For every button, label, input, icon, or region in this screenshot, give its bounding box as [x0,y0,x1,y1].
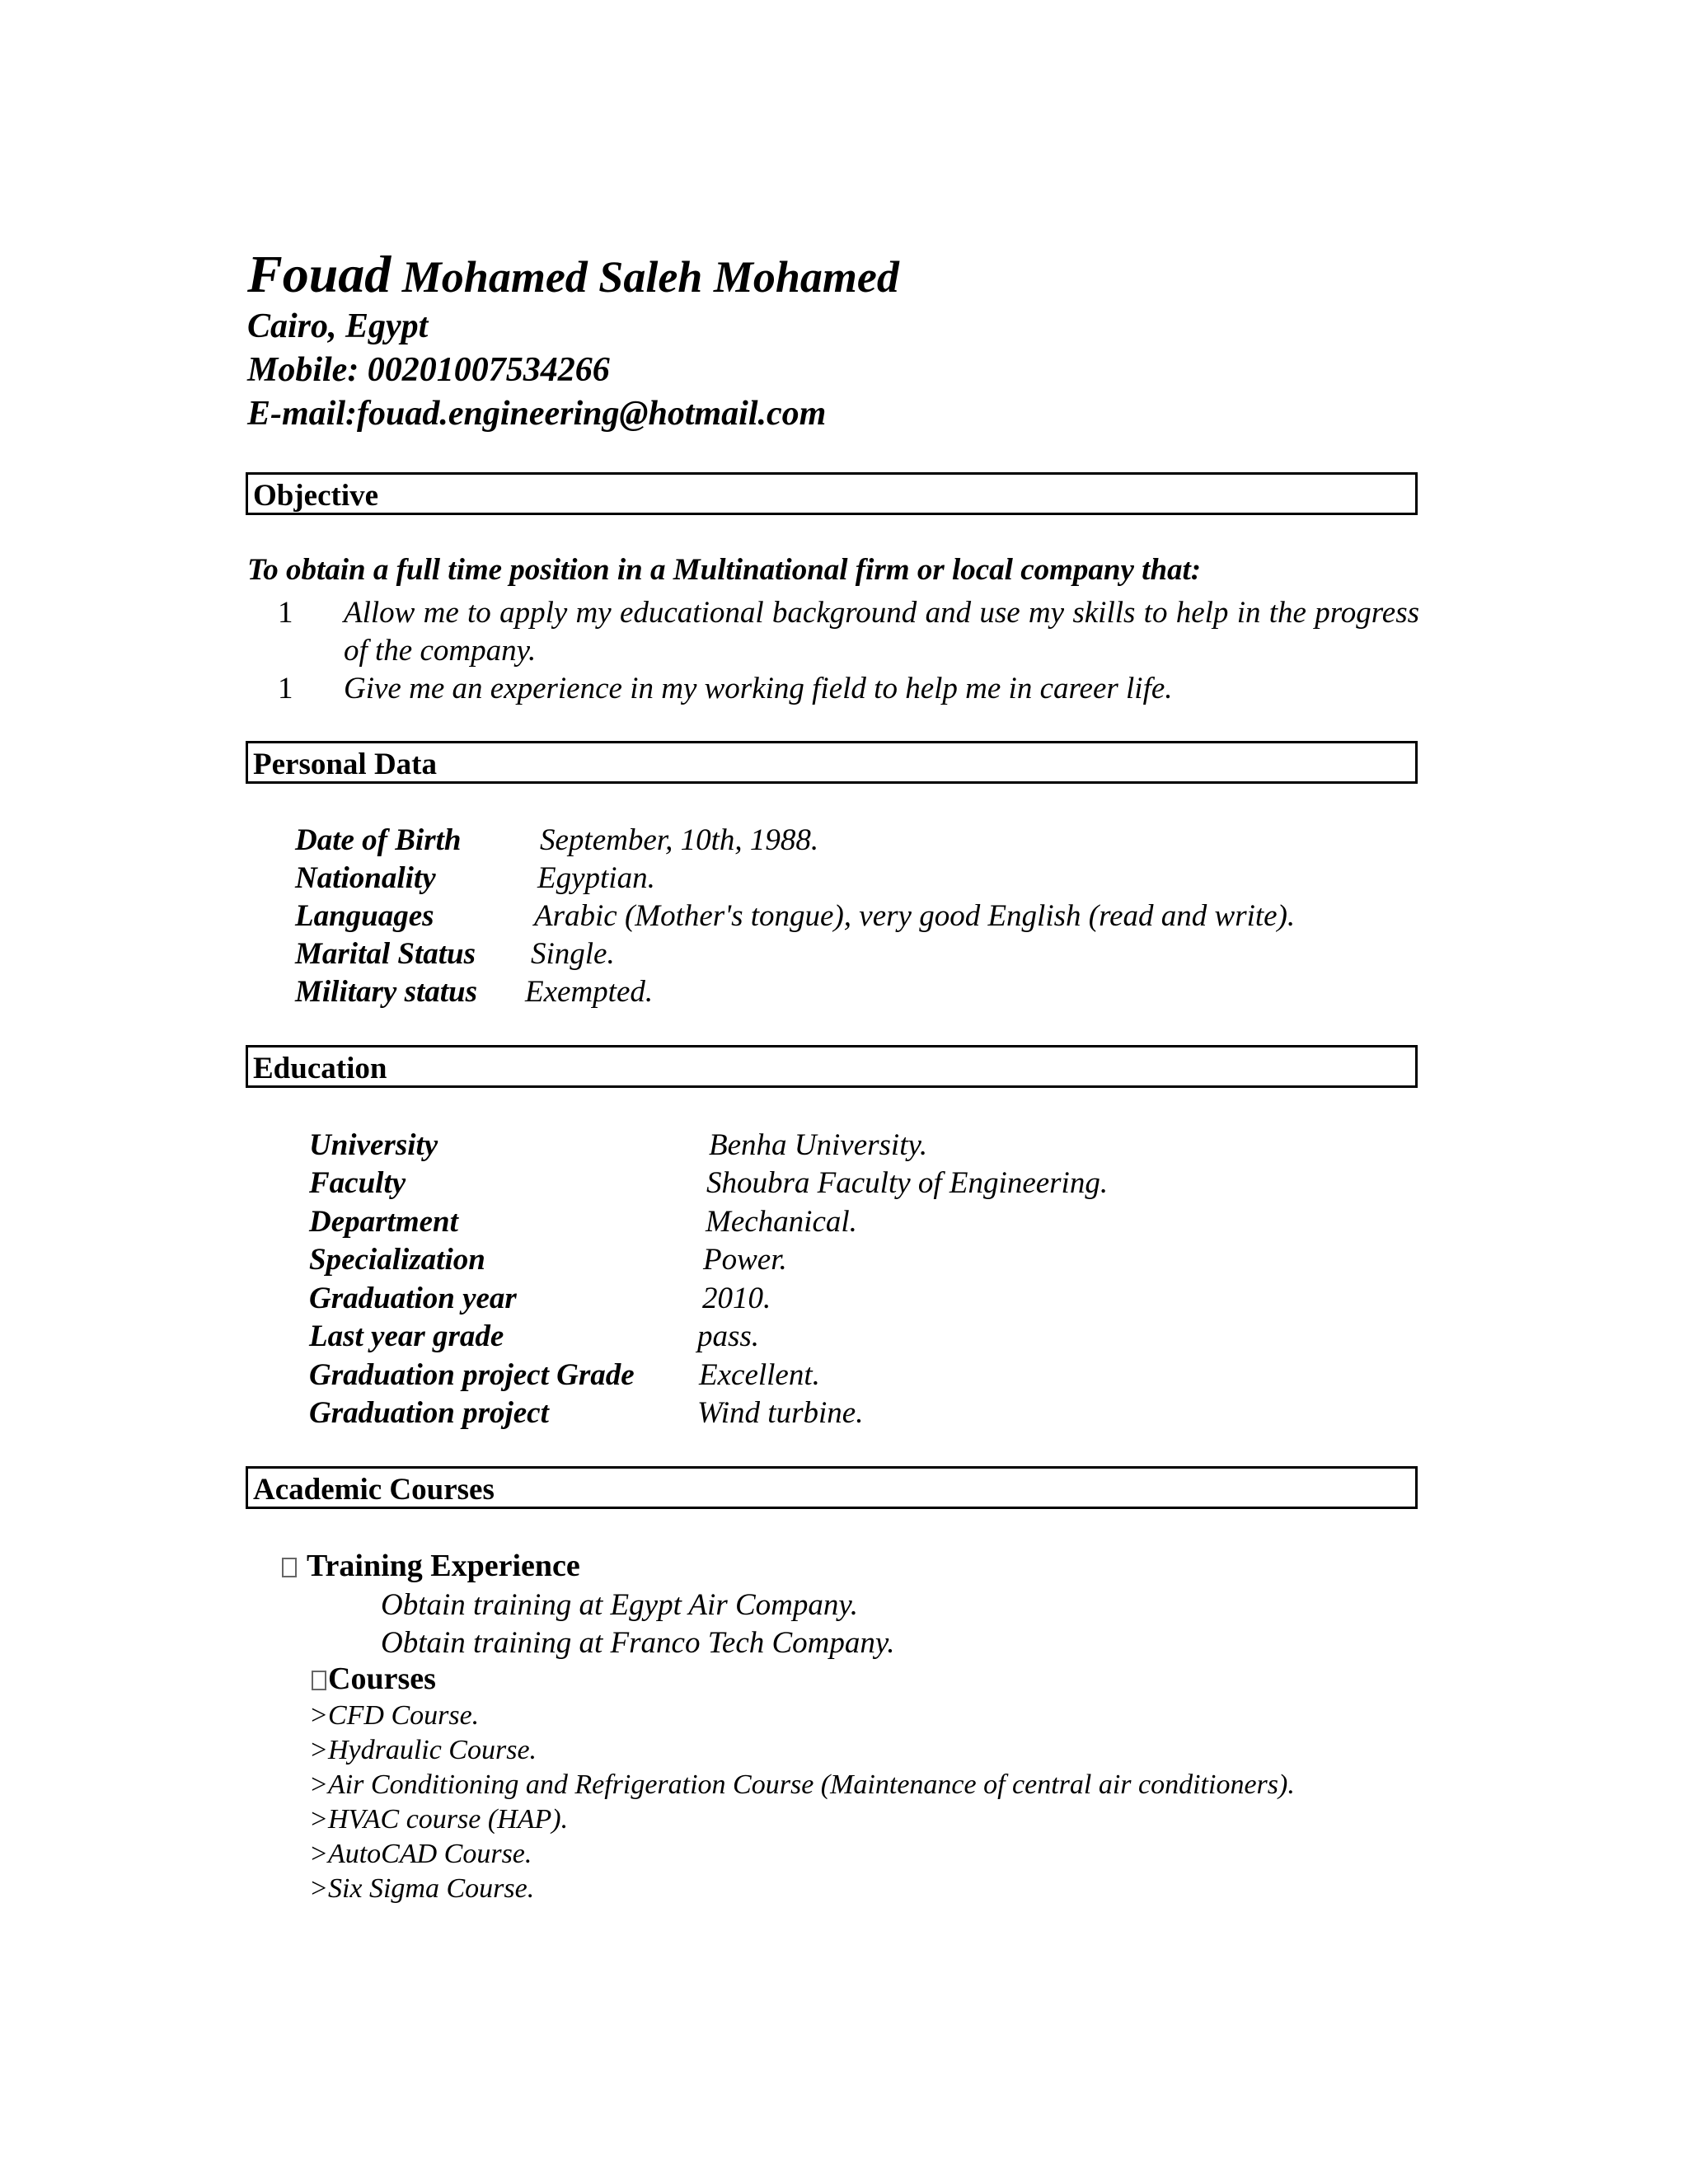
university-value: Benha University. [709,1128,928,1162]
last-names: Mohamed Saleh Mohamed [391,252,899,302]
course-item: >Air Conditioning and Refrigeration Course (Maintenance of central air conditioners). [309,1769,1295,1800]
nationality-label: Nationality [295,861,436,895]
courses-heading [312,1661,436,1697]
university-label: University [309,1128,438,1162]
course-item: >Six Sigma Course. [309,1873,535,1904]
courses-heading-label: Courses [328,1661,436,1696]
military-status-value: Exempted. [525,975,654,1009]
objective-intro: To obtain a full time position in a Multinational firm or local company that: [247,553,1202,587]
course-item: >HVAC course (HAP). [309,1804,569,1835]
graduation-project-value: Wind turbine. [697,1396,864,1430]
languages-label: Languages [295,899,434,933]
specialization-label: Specialization [309,1243,485,1277]
faculty-label: Faculty [309,1166,406,1200]
military-status-label: Military status [295,975,478,1009]
last-year-grade-value: pass. [697,1319,760,1353]
graduation-project-label: Graduation project [309,1396,549,1430]
candidate-name [247,244,899,305]
department-value: Mechanical. [706,1205,857,1239]
objective-item [278,670,1419,708]
last-year-grade-label: Last year grade [309,1319,504,1353]
training-item: Obtain training at Egypt Air Company. [381,1588,858,1622]
languages-value: Arabic (Mother's tongue), very good English (read and write). [534,899,1296,933]
course-item: >CFD Course. [309,1700,480,1731]
item-text: Allow me to apply my educational background and use my skills to help in the progress of the company. [344,596,1419,668]
training-item: Obtain training at Franco Tech Company. [381,1626,895,1660]
marital-status-value: Single. [531,937,615,971]
section-title: Academic Courses [253,1473,495,1507]
marital-status-label: Marital Status [295,937,476,971]
square-bullet-icon [282,1558,297,1577]
training-heading [282,1548,580,1584]
specialization-value: Power. [703,1243,787,1277]
graduation-year-label: Graduation year [309,1282,517,1315]
course-item: >Hydraulic Course. [309,1735,537,1765]
item-number: 1 [278,672,293,705]
email[interactable]: E-mail:fouad.engineering@hotmail.com [247,395,827,433]
location: Cairo, Egypt [247,307,429,345]
objective-section-header [246,472,1418,515]
item-text: Give me an experience in my working field to help me in career life. [344,672,1173,705]
graduation-year-value: 2010. [702,1282,771,1315]
personal-data-section-header [246,741,1418,784]
education-section-header [246,1045,1418,1088]
faculty-value: Shoubra Faculty of Engineering. [706,1166,1109,1200]
objective-item [278,594,1419,670]
project-grade-label: Graduation project Grade [309,1358,635,1392]
dob-value: September, 10th, 1988. [540,823,819,857]
square-bullet-icon [312,1671,326,1690]
dob-label: Date of Birth [295,823,462,857]
first-name: Fouad [247,245,392,303]
item-number: 1 [278,596,293,630]
section-title: Objective [253,479,379,513]
training-heading-label: Training Experience [307,1549,580,1583]
project-grade-value: Excellent. [699,1358,820,1392]
section-title: Education [253,1052,387,1085]
nationality-value: Egyptian. [537,861,655,895]
department-label: Department [309,1205,458,1239]
mobile: Mobile: 00201007534266 [247,351,610,389]
course-item: >AutoCAD Course. [309,1839,532,1869]
section-title: Personal Data [253,748,437,781]
academic-courses-section-header [246,1466,1418,1509]
